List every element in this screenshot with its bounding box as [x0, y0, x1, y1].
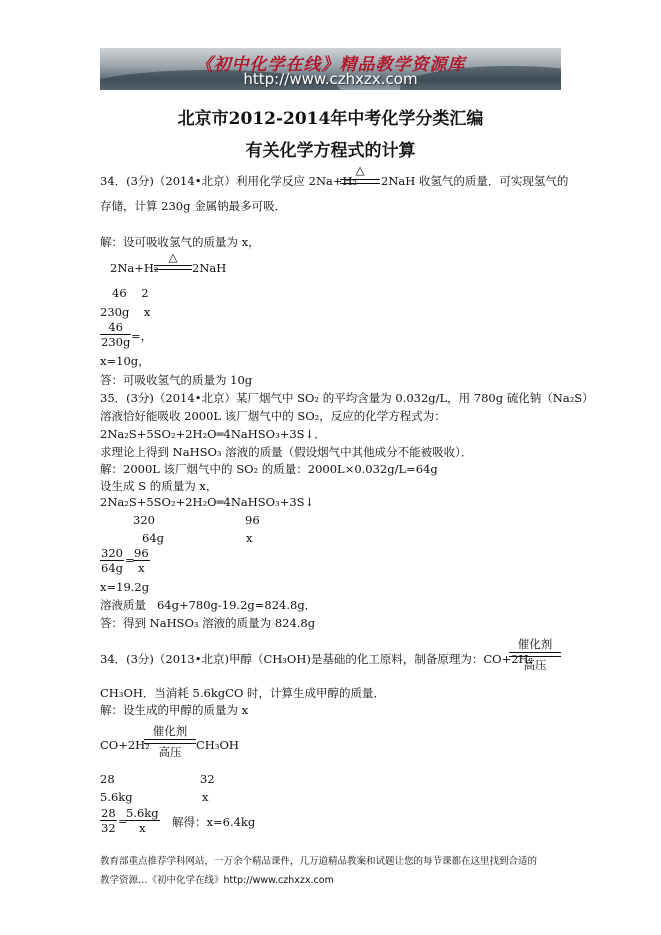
q34a-ratio-row2: 230g x: [100, 305, 151, 319]
q34a-equation-left: 2Na+H₂: [110, 261, 159, 275]
q35-value-so2: 64g: [142, 531, 164, 545]
q35-stem-line1: 35．(3分)（2014•北京）某厂烟气中 SO₂ 的平均含量为 0.032g/L，用 780g 硫化钠（Na₂S）: [100, 391, 594, 405]
q34b-equation-condition: 催化剂 高压: [144, 723, 196, 763]
q34b-equation-right: CH₃OH: [196, 738, 239, 752]
footer-line1: 教育部重点推荐学科网站，一万余个精品课件，几万道精品教案和试题让您的每节课都在这里找到合适的: [100, 856, 538, 867]
q34b-solve: 解得：x=6.4kg: [172, 815, 256, 829]
q34b-stem-line2: CH₃OH．当消耗 5.6kgCO 时，计算生成甲醇的质量．: [100, 686, 386, 700]
banner-url[interactable]: http://www.czhxzx.com: [243, 70, 418, 88]
q34a-stem-cont: 2NaH 收氢气的质量．可实现氢气的: [381, 174, 569, 188]
q34b-equation-left: CO+2H₂: [100, 738, 150, 752]
q34a-fraction: $\frac{46}{230g}$: [101, 320, 131, 349]
q34b-equals-sign: =: [118, 814, 128, 828]
q34a-answer: 答：可吸收氢气的质量为 10g: [100, 373, 253, 387]
q35-value-x: x: [246, 531, 253, 545]
q34b-mass-co: 28: [100, 772, 115, 786]
q34a-equation-condition: △: [154, 250, 192, 276]
q34a-result: x=10g，: [100, 354, 150, 368]
q35-mass-so2: 96: [245, 513, 260, 527]
q35-answer: 答：得到 NaHSO₃ 溶液的质量为 824.8g: [100, 616, 316, 630]
q34a-stem-condition: △: [340, 163, 380, 189]
q34b-solution-intro: 解：设生成的甲醇的质量为 x: [100, 703, 249, 717]
q34b-value-x: x: [202, 790, 209, 804]
q34b-fraction-2: $\frac{5.6kg}{x}$: [126, 806, 159, 835]
q34b-stem-condition: 催化剂 高压: [509, 636, 561, 676]
page-title: 北京市2012-2014年中考化学分类汇编: [177, 109, 484, 129]
q35-stem-line2: 溶液恰好能吸收 2000L 该厂烟气中的 SO₂，反应的化学方程式为：: [100, 409, 446, 423]
q35-fraction-2: $\frac{96}{x}$: [134, 546, 149, 575]
q35-equation: 2Na₂S+5SO₂+2H₂O═4NaHSO₃+3S↓．: [100, 427, 326, 441]
q35-solution-line1: 解：2000L 该厂烟气中的 SO₂ 的质量：2000L×0.032g/L=64g: [100, 462, 438, 476]
q35-result: x=19.2g: [100, 580, 150, 594]
footer-line2[interactable]: 教学资源…《初中化学在线》http://www.czhxzx.com: [100, 875, 334, 886]
q34a-equation-right: 2NaH: [192, 261, 227, 275]
q35-solution-equation: 2Na₂S+5SO₂+2H₂O═4NaHSO₃+3S↓: [100, 495, 315, 509]
q34a-solution-intro: 解：设可吸收氢气的质量为 x，: [100, 235, 260, 249]
q34a-stem: 34．(3分)（2014•北京）利用化学反应 2Na+H₂: [100, 174, 358, 188]
q34b-value-co: 5.6kg: [100, 790, 133, 804]
q34a-ratio-row1: 46 2: [112, 286, 149, 300]
q34b-fraction-1: $\frac{28}{32}$: [101, 806, 116, 835]
q34b-stem: 34．(3分)（2013•北京)甲醇（CH₃OH)是基础的化工原料，制备原理为：CO+2H₂: [100, 652, 534, 666]
page-subtitle: 有关化学方程式的计算: [245, 141, 416, 161]
q34b-mass-ch3oh: 32: [200, 772, 215, 786]
q35-solution-line2: 设生成 S 的质量为 x，: [100, 479, 218, 493]
q35-stem-line3: 求理论上得到 NaHSO₃ 溶液的质量（假设烟气中其他成分不能被吸收）．: [100, 445, 473, 459]
q35-solution-mass: 溶液质量 64g+780g-19.2g=824.8g．: [100, 598, 317, 612]
q35-equals-sign: =: [125, 553, 135, 567]
header-banner: [100, 48, 561, 90]
banner-title: 《初中化学在线》精品教学资源库: [195, 55, 466, 75]
q35-mass-s: 320: [133, 513, 155, 527]
q35-fraction-1: $\frac{320}{64g}$: [101, 546, 123, 575]
q34a-stem-line2: 存储，计算 230g 金属钠最多可吸．: [100, 199, 287, 213]
q34a-fraction-tail: =，: [131, 329, 153, 343]
